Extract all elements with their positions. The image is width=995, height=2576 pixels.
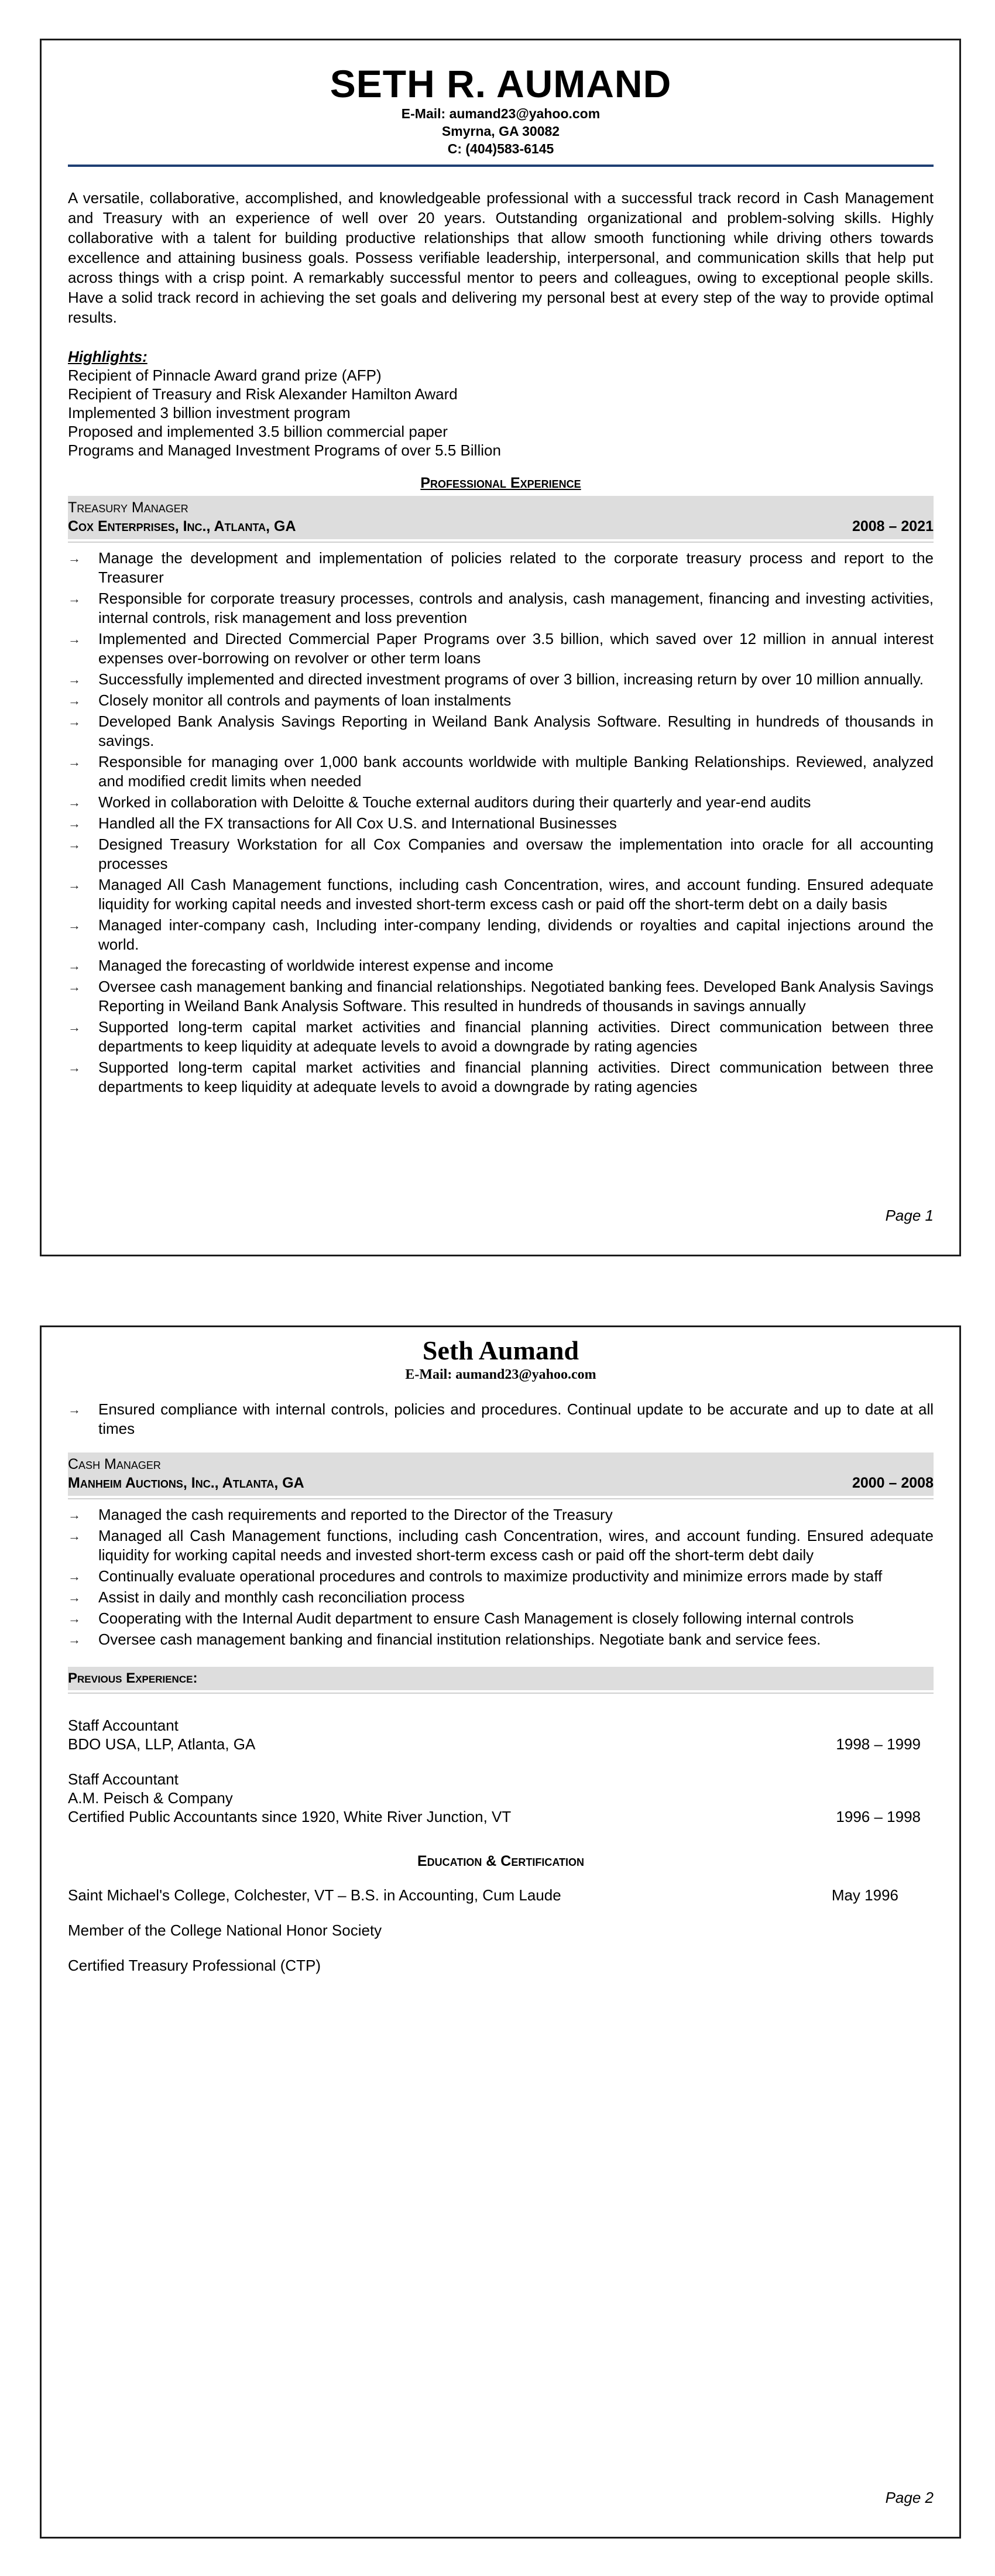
job-dates: 2000 – 2008: [852, 1475, 934, 1491]
arrow-right-icon: →: [68, 837, 81, 852]
bullet-item: [68, 752, 934, 791]
bullet-text: Successfully implemented and directed investment programs of over 3 billion, increasing return by over 10 million annually.: [98, 670, 924, 688]
previous-job-row: [68, 1735, 934, 1753]
bullet-text: Assist in daily and monthly cash reconciliation process: [98, 1588, 465, 1606]
arrow-right-icon: →: [68, 1569, 81, 1584]
bullet-item: [68, 1058, 934, 1097]
bullet-text: Worked in collaboration with Deloitte & Touche external auditors during their quarterly and year-end audits: [98, 793, 811, 811]
certification: Certified Treasury Professional (CTP): [68, 1957, 321, 1974]
arrow-right-icon: →: [68, 1632, 81, 1647]
candidate-name-running-header: Seth Aumand: [422, 1335, 579, 1365]
bullet-item: [68, 1018, 934, 1056]
arrow-right-icon: →: [68, 693, 81, 708]
bullet-text: Oversee cash management banking and financial institution relationships. Negotiate bank and service fees.: [98, 1630, 821, 1648]
arrow-right-icon: →: [68, 958, 81, 973]
arrow-right-icon: →: [68, 591, 81, 606]
job-dates: 2008 – 2021: [852, 518, 934, 535]
bullet-text: Designed Treasury Workstation for all Cox Companies and oversaw the implementation into oracle for all accounting processes: [98, 835, 934, 872]
arrow-right-icon: →: [68, 551, 81, 566]
highlight-item: Recipient of Pinnacle Award grand prize (AFP): [68, 366, 382, 384]
band-divider: [68, 539, 934, 543]
arrow-right-icon: →: [68, 714, 81, 729]
arrow-right-icon: →: [68, 816, 81, 831]
highlight-item: Proposed and implemented 3.5 billion commercial paper: [68, 423, 448, 440]
arrow-right-icon: →: [68, 632, 81, 646]
page-number: Page 2: [885, 2489, 934, 2506]
bullet-text: Managed the cash requirements and reported to the Director of the Treasury: [98, 1506, 613, 1523]
bullet-item: [68, 1400, 934, 1438]
professional-experience-heading: Professional Experience: [420, 475, 581, 491]
bullet-item: [68, 1630, 934, 1649]
highlights-list: [68, 366, 934, 460]
previous-job-company: BDO USA, LLP, Atlanta, GA: [68, 1735, 256, 1753]
bullet-item: [68, 1567, 934, 1586]
highlight-item: Implemented 3 billion investment program: [68, 404, 351, 422]
bullet-text: Implemented and Directed Commercial Paper Programs over 3.5 billion, which saved over 12 million in annual interest expenses over-borrowing on revolver or other term loans: [98, 630, 934, 667]
bullet-text: Supported long-term capital market activities and financial planning activities. Direct communication between three departments to keep liquidity at adequate levels to avoid a downgrade by rating agencies: [98, 1018, 934, 1055]
education-degree-row: [68, 1886, 934, 1904]
job-title: Cash Manager: [68, 1456, 161, 1472]
bullet-item: [68, 814, 934, 833]
job-header-band: [68, 496, 934, 539]
job-company-row: [68, 517, 934, 536]
job-title: Treasury Manager: [68, 499, 188, 516]
arrow-right-icon: →: [68, 1529, 81, 1543]
previous-job-role: Staff Accountant: [68, 1717, 179, 1734]
arrow-right-icon: →: [68, 918, 81, 933]
arrow-right-icon: →: [68, 795, 81, 810]
bullet-text: Handled all the FX transactions for All Cox U.S. and International Businesses: [98, 814, 617, 832]
bullet-text: Oversee cash management banking and financial relationships. Negotiated banking fees. Developed Bank Analysis Savings Reporting in Weiland Bank Analysis Software. This resulted in hundreds of thousands in savings annually: [98, 978, 934, 1015]
candidate-name: SETH R. AUMAND: [330, 62, 672, 105]
arrow-right-icon: →: [68, 1611, 81, 1626]
job-header-band: [68, 1453, 934, 1496]
bullet-text: Managed inter-company cash, Including inter-company lending, dividends or royalties and capital injections around the world.: [98, 916, 934, 953]
arrow-right-icon: →: [68, 755, 81, 769]
bullet-item: [68, 956, 934, 975]
education-degree: Saint Michael's College, Colchester, VT – B.S. in Accounting, Cum Laude: [68, 1886, 561, 1904]
header-divider: [68, 165, 934, 167]
highlight-item: Programs and Managed Investment Programs of over 5.5 Billion: [68, 441, 501, 459]
bullet-text: Ensured compliance with internal controls, policies and procedures. Continual update to be accurate and up to date at all times: [98, 1400, 934, 1437]
resume-page-1: [40, 39, 961, 1256]
bullet-text: Manage the development and implementation of policies related to the corporate treasury process and report to the Treasurer: [98, 549, 934, 586]
previous-job-dates: 1996 – 1998: [836, 1808, 921, 1825]
bullet-item: [68, 1526, 934, 1565]
previous-job-detail: Certified Public Accountants since 1920, White River Junction, VT: [68, 1808, 512, 1825]
job-bullet-list: [68, 549, 934, 1097]
bullet-item: [68, 670, 934, 689]
bullet-item: [68, 977, 934, 1016]
bullet-text: Cooperating with the Internal Audit department to ensure Cash Management is closely following internal controls: [98, 1609, 854, 1627]
previous-experience-heading: Previous Experience:: [68, 1667, 934, 1690]
arrow-right-icon: →: [68, 1590, 81, 1605]
bullet-text: Developed Bank Analysis Savings Reporting in Weiland Bank Analysis Software. Resulting in hundreds of thousands in savings.: [98, 712, 934, 749]
arrow-right-icon: →: [68, 1508, 81, 1522]
arrow-right-icon: →: [68, 1020, 81, 1034]
resume-page-2: [40, 1325, 961, 2539]
previous-job-role: Staff Accountant: [68, 1770, 179, 1788]
contact-phone: C: (404)583-6145: [447, 141, 554, 156]
bullet-item: [68, 793, 934, 812]
bullet-text: Supported long-term capital market activities and financial planning activities. Direct communication between three departments to keep liquidity at adequate levels to avoid a downgrade by rating agencies: [98, 1059, 934, 1095]
bullet-item: [68, 712, 934, 751]
bullet-item: [68, 589, 934, 628]
previous-job-entry: [68, 1770, 934, 1826]
professional-summary: A versatile, collaborative, accomplished, and knowledgeable professional with a successful track record in Cash Management and Treasury with an experience of well over 20 years. Outstanding organizational and problem-solving skills. Highly collaborative with a talent for building productive relationships that allow smooth functioning while driving others towards excellence and attaining business goals. Possess verifiable leadership, interpersonal, and communication skills that help put across things with a crisp point. A remarkably successful mentor to peers and colleagues, owing to exceptional people skills. Have a solid track record in achieving the set goals and delivering my personal best at every step of the way to provide optimal results.: [68, 189, 934, 326]
contact-location: Smyrna, GA 30082: [441, 124, 560, 139]
bullet-text: Responsible for managing over 1,000 bank accounts worldwide with multiple Banking Relationships. Reviewed, analyzed and modified credit limits when needed: [98, 753, 934, 790]
job-company: Cox Enterprises, Inc., Atlanta, GA: [68, 518, 296, 535]
job-bullet-list: [68, 1505, 934, 1649]
bullet-item: [68, 1505, 934, 1525]
previous-job-company: A.M. Peisch & Company: [68, 1789, 233, 1807]
bullet-item: [68, 1609, 934, 1628]
bullet-item: [68, 549, 934, 587]
band-divider: [68, 1690, 934, 1694]
bullet-text: Managed all Cash Management functions, including cash Concentration, wires, and account funding. Ensured adequate liquidity for working capital needs and invested short-term excess cash or paid off the short-term debt daily: [98, 1527, 934, 1564]
arrow-right-icon: →: [68, 1060, 81, 1075]
highlights-heading: Highlights:: [68, 348, 147, 365]
bullet-text: Closely monitor all controls and payments of loan instalments: [98, 691, 512, 709]
highlight-item: Recipient of Treasury and Risk Alexander Hamilton Award: [68, 385, 458, 403]
band-divider: [68, 1496, 934, 1499]
bullet-text: Continually evaluate operational procedures and controls to maximize productivity and minimize errors made by staff: [98, 1567, 883, 1585]
bullet-item: [68, 691, 934, 710]
arrow-right-icon: →: [68, 672, 81, 687]
job-company: Manheim Auctions, Inc., Atlanta, GA: [68, 1475, 304, 1491]
continued-bullet-list: [68, 1400, 934, 1438]
bullet-item: [68, 835, 934, 873]
education-date: May 1996: [831, 1886, 898, 1904]
arrow-right-icon: →: [68, 878, 81, 892]
bullet-item: [68, 629, 934, 668]
previous-job-entry: [68, 1716, 934, 1753]
education-honor: Member of the College National Honor Society: [68, 1921, 382, 1939]
bullet-item: [68, 1588, 934, 1607]
bullet-item: [68, 875, 934, 914]
bullet-text: Managed All Cash Management functions, including cash Concentration, wires, and account funding. Ensured adequate liquidity for working capital needs and invested short-term excess cash or paid off the short-term debt on a daily basis: [98, 876, 934, 913]
bullet-text: Managed the forecasting of worldwide interest expense and income: [98, 957, 554, 974]
job-company-row: [68, 1474, 934, 1492]
arrow-right-icon: →: [68, 1402, 81, 1417]
bullet-text: Responsible for corporate treasury processes, controls and analysis, cash management, financing and investing activities, internal controls, risk management and loss prevention: [98, 590, 934, 626]
page-number: Page 1: [885, 1207, 934, 1224]
previous-job-row: [68, 1807, 934, 1826]
arrow-right-icon: →: [68, 979, 81, 994]
contact-email: E-Mail: aumand23@yahoo.com: [401, 106, 601, 121]
contact-email-running-header: E-Mail: aumand23@yahoo.com: [405, 1367, 596, 1382]
education-heading: Education & Certification: [417, 1853, 584, 1869]
bullet-item: [68, 916, 934, 954]
previous-job-dates: 1998 – 1999: [836, 1735, 921, 1753]
